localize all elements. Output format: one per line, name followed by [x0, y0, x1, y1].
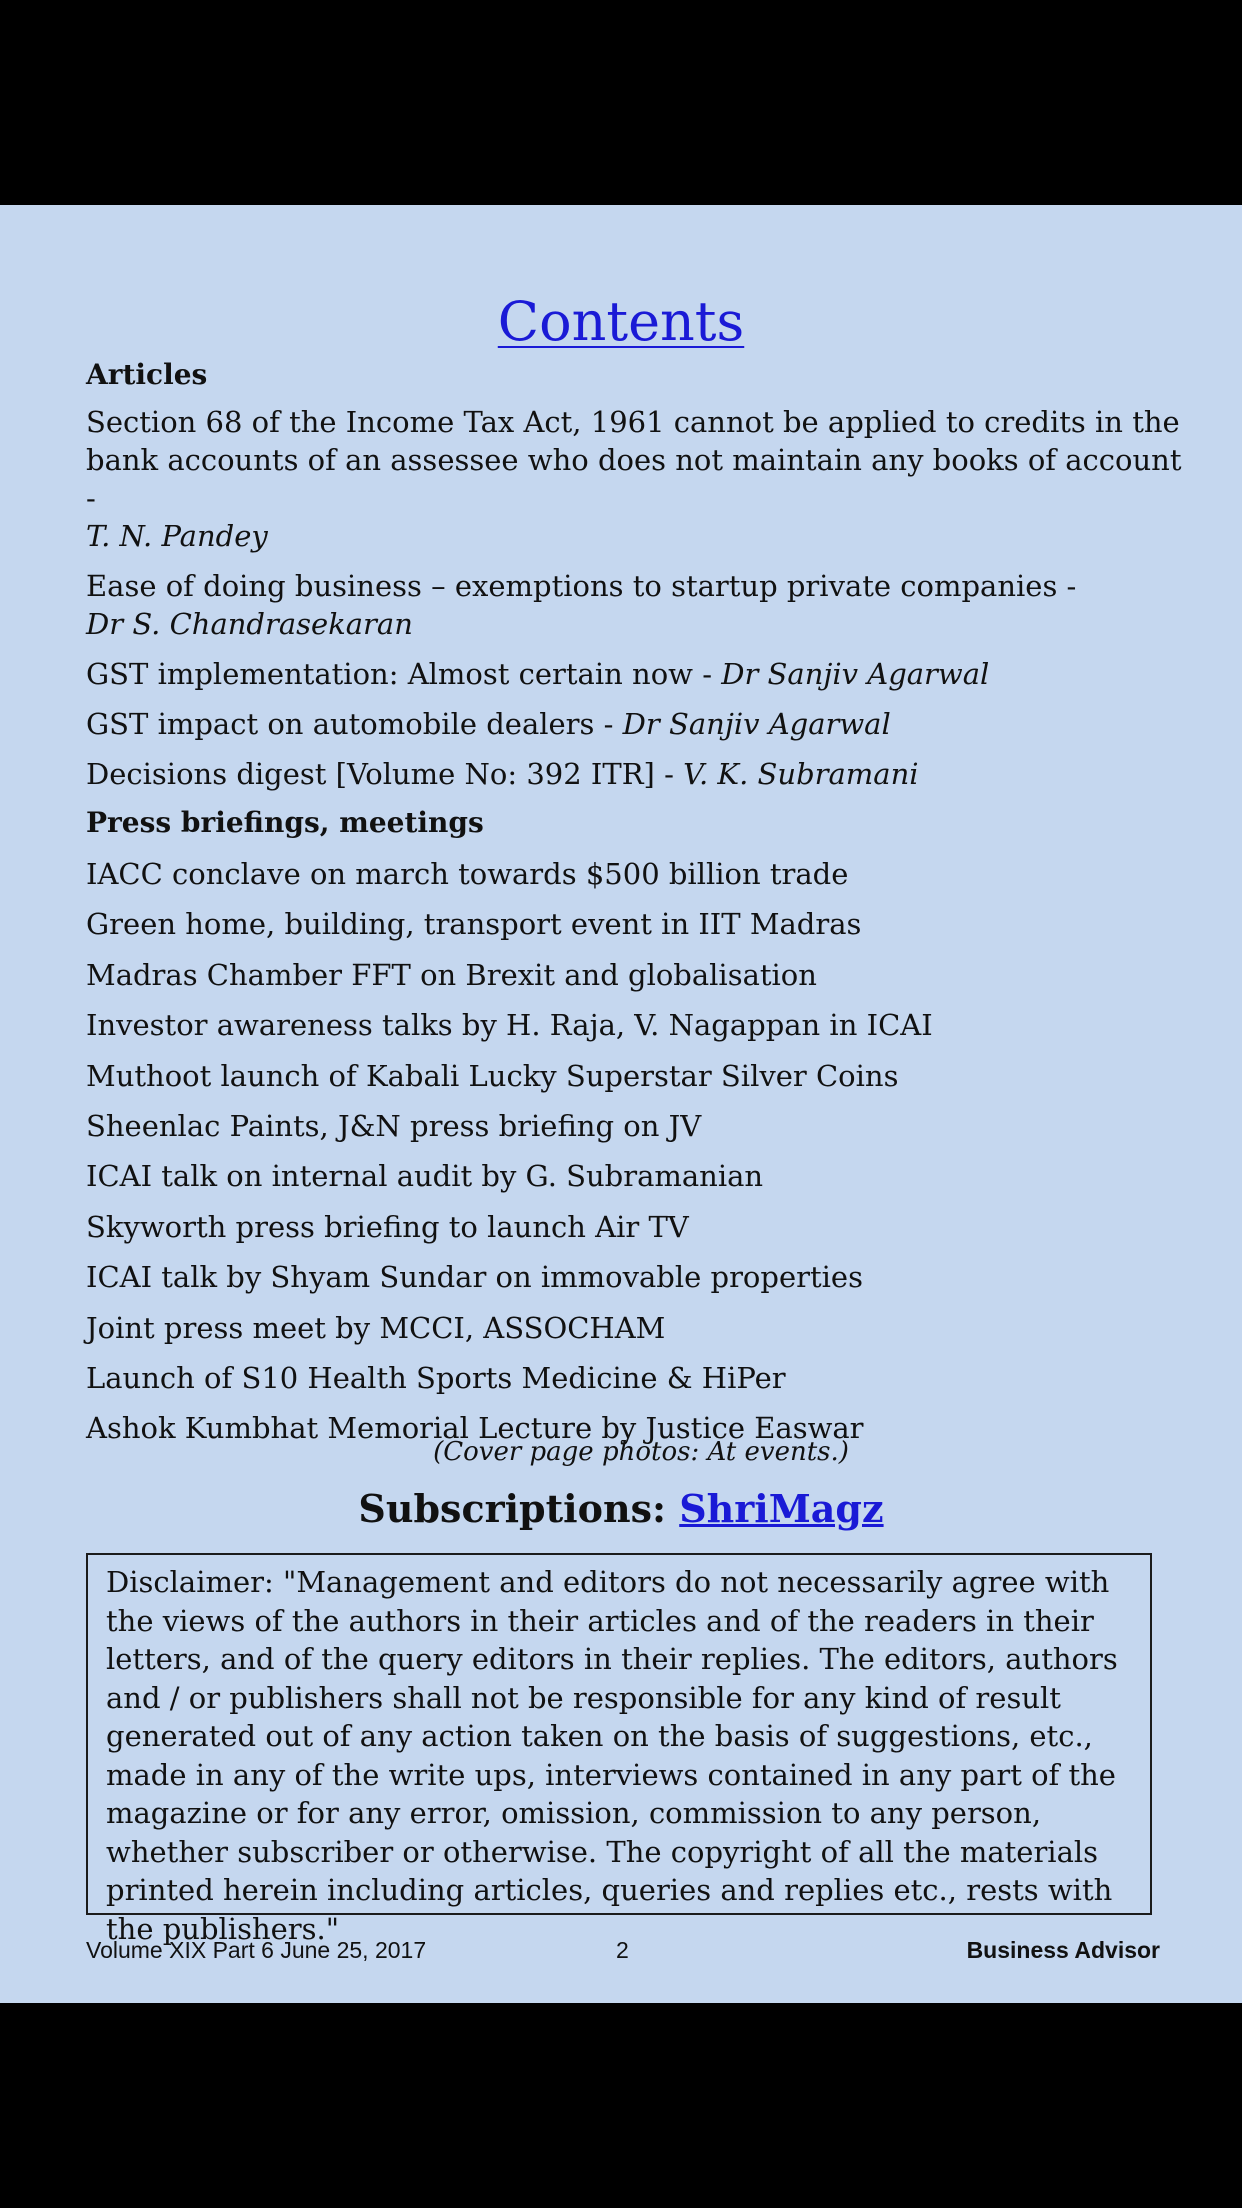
shrimagz-link[interactable]: ShriMagz	[679, 1486, 884, 1531]
magazine-page	[0, 205, 1242, 2003]
article-entry[interactable]	[86, 403, 1186, 555]
article-author: Dr Sanjiv Agarwal	[721, 657, 990, 691]
press-item[interactable]: Madras Chamber FFT on Brexit and globalisation	[86, 957, 817, 992]
article-entry[interactable]	[86, 567, 1116, 643]
press-item[interactable]: Green home, building, transport event in IIT Madras	[86, 907, 862, 942]
subscriptions-line	[0, 1485, 1242, 1533]
article-title: Ease of doing business – exemptions to startup private companies -	[86, 569, 1077, 603]
article-author: Dr S. Chandrasekaran	[86, 607, 413, 641]
contents-body	[86, 357, 1186, 1460]
contents-title[interactable]: Contents	[497, 290, 745, 353]
press-item[interactable]: Joint press meet by MCCI, ASSOCHAM	[86, 1310, 666, 1345]
volume-info: Volume XIX Part 6 June 25, 2017	[86, 1937, 427, 1963]
disclaimer-box: Disclaimer: "Management and editors do not necessarily agree with the views of the authors in their articles and of the readers in their letters, and of the query editors in their replies. The editors, authors and / or publishers shall not be responsible for any kind of result generated out of any action taken on the basis of suggestions, etc., made in any of the write ups, interviews contained in any part of the magazine or for any error, omission, commission to any person, whether subscriber or otherwise. The copyright of all the materials printed herein including articles, queries and replies etc., rests with the publishers."	[86, 1553, 1152, 1915]
article-author: Dr Sanjiv Agarwal	[622, 707, 891, 741]
press-heading: Press briefings, meetings	[86, 806, 484, 839]
press-item[interactable]: IACC conclave on march towards $500 billion trade	[86, 857, 849, 891]
publication-name: Business Advisor	[966, 1937, 1160, 1963]
article-entry[interactable]	[86, 655, 1186, 705]
press-item[interactable]: Skyworth press briefing to launch Air TV	[86, 1209, 689, 1244]
press-item[interactable]: Ashok Kumbhat Memorial Lecture by Justice Easwar	[86, 1411, 864, 1446]
press-item[interactable]: Sheenlac Paints, J&N press briefing on JV	[86, 1108, 702, 1143]
article-author: T. N. Pandey	[86, 519, 268, 553]
press-item[interactable]: Launch of S10 Health Sports Medicine & HiPer	[86, 1360, 786, 1395]
cover-photo-caption: (Cover page photos: At events.)	[433, 1437, 849, 1467]
press-item[interactable]: ICAI talk by Shyam Sundar on immovable properties	[86, 1260, 863, 1295]
article-title: Decisions digest [Volume No: 392 ITR] -	[86, 757, 684, 791]
press-item[interactable]: Muthoot launch of Kabali Lucky Superstar Silver Coins	[86, 1058, 899, 1093]
article-entry[interactable]	[86, 705, 1186, 755]
page-number: 2	[616, 1937, 629, 1963]
article-title: Section 68 of the Income Tax Act, 1961 cannot be applied to credits in the bank accounts of an assessee who does not maintain any books of account -	[86, 405, 1182, 515]
press-item[interactable]: ICAI talk on internal audit by G. Subramanian	[86, 1159, 764, 1194]
article-title: GST implementation: Almost certain now -	[86, 657, 722, 691]
subscriptions-label: Subscriptions:	[358, 1486, 680, 1531]
press-item[interactable]: Investor awareness talks by H. Raja, V. Nagappan in ICAI	[86, 1008, 933, 1043]
article-title: GST impact on automobile dealers -	[86, 707, 623, 741]
article-author: V. K. Subramani	[683, 757, 919, 791]
article-entry[interactable]	[86, 755, 1186, 805]
articles-heading: Articles	[86, 358, 208, 391]
page-footer	[86, 1933, 1160, 1967]
